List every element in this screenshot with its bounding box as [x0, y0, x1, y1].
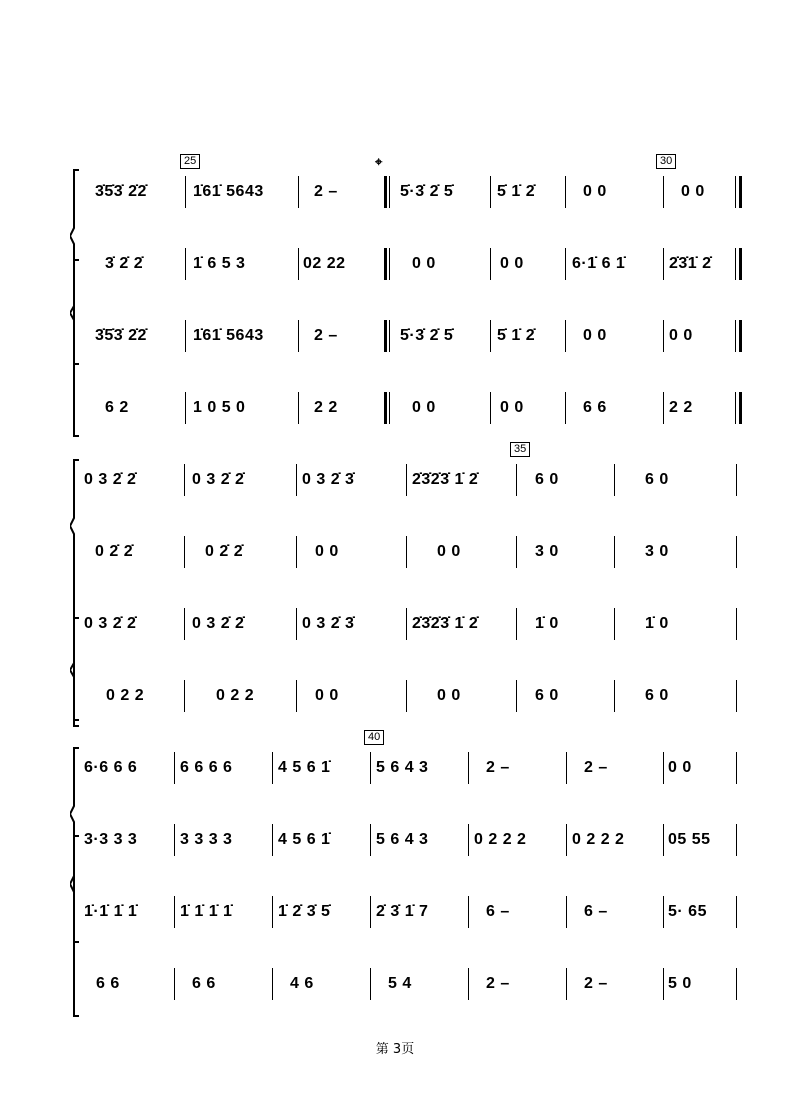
measure: 1̇ 1̇ 1̇ 1̇ — [180, 903, 233, 920]
repeat-barline — [384, 392, 387, 424]
barline — [663, 968, 664, 1000]
barline — [614, 608, 615, 640]
barline — [516, 608, 517, 640]
barline — [735, 176, 736, 208]
repeat-barline — [739, 176, 742, 208]
measure: 0 0 — [583, 327, 607, 344]
repeat-barline — [739, 248, 742, 280]
measure: 0 0 — [437, 543, 461, 560]
barline — [298, 248, 299, 280]
measure: 0 0 — [500, 399, 524, 416]
measure: 0 2 2 — [106, 687, 145, 704]
barline — [370, 968, 371, 1000]
barline — [614, 464, 615, 496]
barline — [406, 536, 407, 568]
barline — [468, 896, 469, 928]
barline — [516, 536, 517, 568]
barline — [490, 248, 491, 280]
barline — [566, 824, 567, 856]
barline — [272, 824, 273, 856]
barline — [174, 896, 175, 928]
barline — [663, 896, 664, 928]
measure: 3 0 — [645, 543, 669, 560]
barline — [565, 320, 566, 352]
barline — [185, 248, 186, 280]
measure: 3̇5̇3̇ 2̇2̇ — [95, 327, 147, 344]
measure-number-25: 25 — [180, 154, 200, 169]
measure: 2̇3̇2̇3̇ 1̇ 2̇ — [412, 471, 479, 488]
measure: 6 0 — [645, 687, 669, 704]
measure: 1̇ 0 — [535, 615, 559, 632]
measure: 2 – — [584, 759, 608, 776]
barline — [298, 320, 299, 352]
measure-number-35: 35 — [510, 442, 530, 457]
staff-row-2 — [0, 830, 790, 850]
barline — [736, 968, 737, 1000]
staff-row-1 — [0, 182, 790, 202]
measure: 0 2 2 — [216, 687, 255, 704]
barline — [736, 464, 737, 496]
measure: 6 – — [584, 903, 608, 920]
measure: 2 – — [486, 759, 510, 776]
barline — [296, 464, 297, 496]
measure: 0 2 2 2 — [474, 831, 527, 848]
measure: 3̇ 2̇ 2̇ — [105, 255, 144, 272]
barline — [566, 752, 567, 784]
barline — [614, 536, 615, 568]
measure: 6 0 — [535, 471, 559, 488]
measure: 1̇ 2̇ 3̇ 5̇ — [278, 903, 331, 920]
repeat-barline — [384, 248, 387, 280]
barline — [468, 752, 469, 784]
barline — [406, 680, 407, 712]
measure: 5 0 — [668, 975, 692, 992]
measure: 2̇3̇1̇ 2̇ — [669, 255, 712, 272]
measure: 4 5 6 1̇ — [278, 759, 331, 776]
measure: 0 2̇ 2̇ — [205, 543, 244, 560]
barline — [490, 320, 491, 352]
barline — [736, 536, 737, 568]
measure: 2 – — [314, 327, 338, 344]
measure: 0 2̇ 2̇ — [95, 543, 134, 560]
barline — [663, 392, 664, 424]
barline — [272, 896, 273, 928]
barline — [736, 608, 737, 640]
measure: 2 2 — [314, 399, 338, 416]
barline — [468, 968, 469, 1000]
barline — [406, 608, 407, 640]
measure: 1̇·1̇ 1̇ 1̇ — [84, 903, 138, 920]
staff-row-3 — [0, 614, 790, 634]
measure: 6 6 — [583, 399, 607, 416]
measure: 3 3 3 3 — [180, 831, 233, 848]
barline — [566, 896, 567, 928]
barline — [389, 392, 390, 424]
measure: 3̇5̇3̇ 2̇2̇ — [95, 183, 147, 200]
barline — [174, 824, 175, 856]
staff-row-4 — [0, 974, 790, 994]
barline — [735, 248, 736, 280]
measure: 3 0 — [535, 543, 559, 560]
measure: 0 0 — [500, 255, 524, 272]
barline — [565, 248, 566, 280]
barline — [468, 824, 469, 856]
measure: 2̇ 3̇ 1̇ 7 — [376, 903, 429, 920]
measure: 1̇ 6 5 3 — [193, 255, 246, 272]
measure: 1̇61̇ 5643 — [193, 327, 264, 344]
barline — [663, 752, 664, 784]
measure: 2̇3̇2̇3̇ 1̇ 2̇ — [412, 615, 479, 632]
measure: 6 6 — [192, 975, 216, 992]
barline — [490, 176, 491, 208]
repeat-barline — [739, 392, 742, 424]
staff-row-3 — [0, 902, 790, 922]
measure: 0 3 2̇ 2̇ — [192, 615, 245, 632]
barline — [663, 824, 664, 856]
barline — [736, 680, 737, 712]
measure: 0 3 2̇ 3̇ — [302, 471, 355, 488]
measure: 6·1̇ 6 1̇ — [572, 255, 626, 272]
barline — [566, 968, 567, 1000]
repeat-barline — [384, 320, 387, 352]
measure: 5̇·3̇ 2̇ 5̇ — [400, 327, 454, 344]
barline — [736, 896, 737, 928]
barline — [272, 968, 273, 1000]
barline — [174, 752, 175, 784]
barline — [406, 464, 407, 496]
staff-row-4 — [0, 398, 790, 418]
barline — [184, 608, 185, 640]
barline — [184, 536, 185, 568]
measure: 0 0 — [412, 255, 436, 272]
measure: 0 0 — [669, 327, 693, 344]
repeat-barline — [739, 320, 742, 352]
barline — [565, 392, 566, 424]
barline — [663, 248, 664, 280]
barline — [736, 752, 737, 784]
measure-number-40: 40 — [364, 730, 384, 745]
staff-row-1 — [0, 470, 790, 490]
measure: 2 – — [486, 975, 510, 992]
barline — [370, 824, 371, 856]
measure: 02 22 — [303, 255, 346, 272]
measure-number-30: 30 — [656, 154, 676, 169]
barline — [185, 392, 186, 424]
staff-row-2 — [0, 542, 790, 562]
staff-row-1 — [0, 758, 790, 778]
measure: 2 2 — [669, 399, 693, 416]
barline — [565, 176, 566, 208]
staff-row-2 — [0, 254, 790, 274]
barline — [298, 392, 299, 424]
measure: 2 – — [584, 975, 608, 992]
measure: 0 0 — [668, 759, 692, 776]
measure: 0 0 — [437, 687, 461, 704]
barline — [296, 608, 297, 640]
measure: 0 0 — [315, 687, 339, 704]
barline — [389, 176, 390, 208]
barline — [516, 464, 517, 496]
measure: 5̇·3̇ 2̇ 5̇ — [400, 183, 454, 200]
barline — [389, 248, 390, 280]
barline — [296, 536, 297, 568]
measure: 4 5 6 1̇ — [278, 831, 331, 848]
measure: 6 0 — [645, 471, 669, 488]
measure: 5̇ 1̇ 2̇ — [497, 183, 536, 200]
measure: 0 0 — [583, 183, 607, 200]
barline — [736, 824, 737, 856]
barline — [735, 392, 736, 424]
staff-row-4 — [0, 686, 790, 706]
measure: 0 3 2̇ 2̇ — [84, 615, 137, 632]
measure: 0 3 2̇ 2̇ — [84, 471, 137, 488]
measure: 6 6 6 6 — [180, 759, 233, 776]
barline — [184, 680, 185, 712]
measure: 0 3 2̇ 3̇ — [302, 615, 355, 632]
measure: 5· 65 — [668, 903, 707, 920]
barline — [490, 392, 491, 424]
barline — [184, 464, 185, 496]
measure: 5 6 4 3 — [376, 831, 429, 848]
measure: 5̇ 1̇ 2̇ — [497, 327, 536, 344]
measure: 6 2 — [105, 399, 129, 416]
measure: 5 4 — [388, 975, 412, 992]
measure: 1̇ 0 — [645, 615, 669, 632]
barline — [174, 968, 175, 1000]
measure: 2 – — [314, 183, 338, 200]
measure: 0 0 — [412, 399, 436, 416]
measure: 05 55 — [668, 831, 711, 848]
barline — [185, 320, 186, 352]
measure: 4 6 — [290, 975, 314, 992]
measure: 0 2 2 2 — [572, 831, 625, 848]
measure: 0 0 — [681, 183, 705, 200]
measure: 3·3 3 3 — [84, 831, 138, 848]
repeat-barline — [384, 176, 387, 208]
page-number: 第 3页 — [375, 1042, 415, 1057]
staff-row-3 — [0, 326, 790, 346]
barline — [272, 752, 273, 784]
measure: 1 0 5 0 — [193, 399, 246, 416]
measure: 0 3 2̇ 2̇ — [192, 471, 245, 488]
measure: 5 6 4 3 — [376, 759, 429, 776]
measure: 1̇61̇ 5643 — [193, 183, 264, 200]
measure: 6 0 — [535, 687, 559, 704]
barline — [296, 680, 297, 712]
barline — [298, 176, 299, 208]
measure: 6 – — [486, 903, 510, 920]
measure: 0 0 — [315, 543, 339, 560]
barline — [370, 752, 371, 784]
barline — [370, 896, 371, 928]
barline — [185, 176, 186, 208]
barline — [663, 176, 664, 208]
barline — [389, 320, 390, 352]
barline — [735, 320, 736, 352]
measure: 6 6 — [96, 975, 120, 992]
barline — [516, 680, 517, 712]
measure: 6·6 6 6 — [84, 759, 138, 776]
barline — [614, 680, 615, 712]
barline — [663, 320, 664, 352]
segno-mark: ⌖ — [375, 154, 383, 169]
